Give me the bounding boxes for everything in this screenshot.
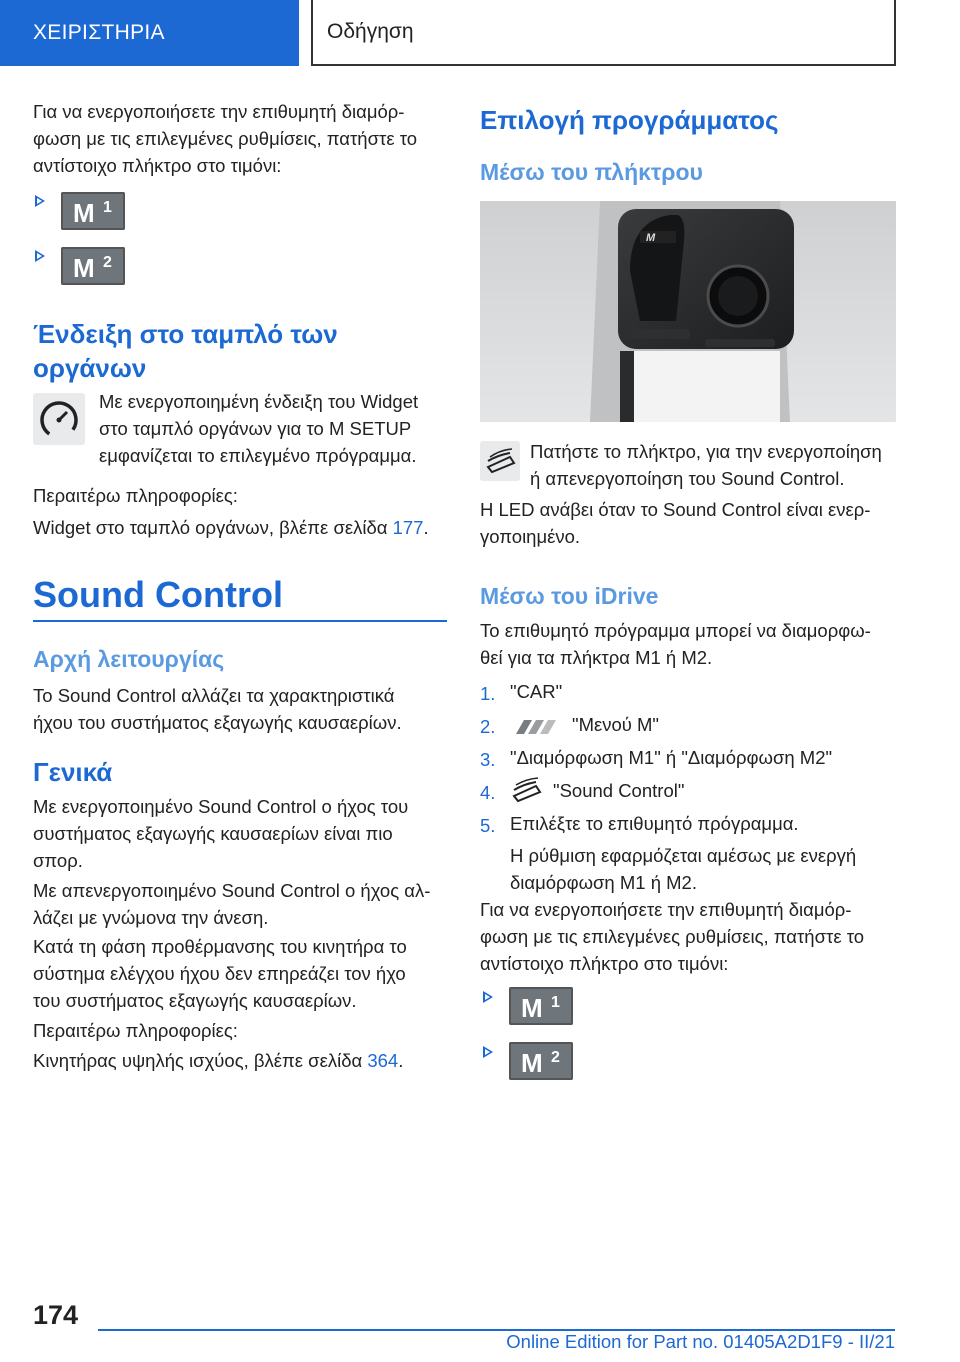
more-info-label-2: Περαιτέρω πληροφορίες: (33, 1020, 238, 1041)
bullet-triangle-icon (35, 195, 45, 207)
svg-text:1: 1 (551, 994, 560, 1011)
svg-text:1: 1 (103, 199, 112, 216)
m1-button-icon (509, 987, 573, 1025)
display-heading: Ένδειξη στο ταμπλό των οργάνων (33, 319, 338, 383)
general-paragraph-1: Με ενεργοποιημένο Sound Control ο ήχος του συστήματος εξαγωγής καυσαερίων είναι πιο σπορ. (33, 796, 409, 871)
page-number: 174 (33, 1300, 79, 1330)
svg-text:M: M (73, 198, 95, 226)
gauge-icon (33, 393, 85, 445)
step-number: 5. (480, 815, 496, 836)
widget-reference: Widget στο ταμπλό οργάνων, βλέπε σελίδα 177. (33, 517, 429, 538)
step-text: Επιλέξτε το επιθυμητό πρόγραμμα. (510, 813, 799, 834)
bullet-triangle-icon (483, 1046, 493, 1058)
bullet-triangle-icon (483, 991, 493, 1003)
title-divider (33, 620, 447, 622)
engine-page-link[interactable]: 364 (367, 1050, 399, 1071)
step-number: 3. (480, 749, 496, 770)
shifter-logo: M (646, 232, 656, 244)
chapter-title: Οδήγηση (327, 20, 414, 43)
press-button-paragraph: Πατήστε το πλήκτρο, για την ενεργοποίηση ή απενεργοποίηση του Sound Control. (530, 441, 882, 489)
idrive-paragraph: Το επιθυμητό πρόγραμμα μπορεί να διαμορφω- θεί για τα πλήκτρα M1 ή M2. (480, 620, 871, 668)
step-text: "Μενού M" (572, 714, 659, 735)
engine-reference: Κινητήρας υψηλής ισχύος, βλέπε σελίδα 364. (33, 1050, 404, 1071)
svg-text:M: M (73, 253, 95, 281)
m-menu-icon (510, 718, 564, 736)
step-number: 4. (480, 782, 496, 803)
m2-button-icon (61, 247, 125, 285)
general-paragraph-2: Με απενεργοποιημένο Sound Control ο ήχος αλ- λάζει με γνώμονα την άνεση. (33, 880, 431, 928)
step-number: 2. (480, 716, 496, 737)
step-number: 1. (480, 683, 496, 704)
step-text: "CAR" (510, 681, 563, 702)
edition-line: Online Edition for Part no. 01405A2D1F9 - II/21 (506, 1331, 895, 1352)
step-text: "Διαμόρφωση M1" ή "Διαμόρφωση M2" (510, 747, 833, 768)
more-info-label: Περαιτέρω πληροφορίες: (33, 485, 238, 506)
svg-text:2: 2 (103, 254, 112, 271)
sound-control-title: Sound Control (33, 574, 283, 615)
led-paragraph: Η LED ανάβει όταν το Sound Control είναι ενερ- γοποιημένο. (480, 499, 871, 547)
svg-text:2: 2 (551, 1049, 560, 1066)
program-selection-heading: Επιλογή προγράμματος (480, 105, 779, 135)
svg-text:M: M (521, 993, 543, 1021)
widget-page-link[interactable]: 177 (392, 517, 424, 538)
display-paragraph: Με ενεργοποιημένη ένδειξη του Widget στο ταμπλό οργάνων για το M SETUP εμφανίζεται το επιλεγμένο πρόγραμμα. (99, 391, 419, 466)
via-idrive-heading: Μέσω του iDrive (480, 583, 659, 609)
principle-paragraph: Το Sound Control αλλάζει τα χαρακτηριστικά ήχου του συστήματος εξαγωγής καυσαερίων. (33, 685, 402, 733)
sound-control-icon (510, 776, 546, 806)
intro-paragraph: Για να ενεργοποιήσετε την επιθυμητή διαμόρ- φωση με τις επιλεγμένες ρυθμίσεις, πατήστε το αντίστοιχο πλήκτρο στο τιμόνι: (33, 101, 418, 176)
sound-control-button-icon (480, 441, 520, 481)
section-tab[interactable] (0, 0, 299, 66)
general-paragraph-3: Κατά τη φάση προθέρμανσης του κινητήρα το σύστημα ελέγχου ήχου δεν επηρεάζει τον ήχο του συστήματος εξαγωγής καυσαερίων. (33, 936, 407, 1011)
step-5-note: Η ρύθμιση εφαρμόζεται αμέσως με ενεργή διαμόρφωση M1 ή M2. (510, 845, 857, 893)
chapter-tab[interactable] (311, 0, 896, 66)
bullet-triangle-icon (35, 250, 45, 262)
via-button-heading: Μέσω του πλήκτρου (480, 159, 703, 185)
m2-button-icon (509, 1042, 573, 1080)
principle-heading: Αρχή λειτουργίας (33, 646, 225, 672)
general-heading: Γενικά (33, 757, 113, 787)
section-title: ΧΕΙΡΙΣΤΗΡΙΑ (33, 21, 165, 44)
svg-text:M: M (521, 1048, 543, 1076)
center-console-photo (480, 201, 896, 422)
m1-button-icon (61, 192, 125, 230)
outro-paragraph: Για να ενεργοποιήσετε την επιθυμητή διαμόρ- φωση με τις επιλεγμένες ρυθμίσεις, πατήστε το αντίστοιχο πλήκτρο στο τιμόνι: (480, 899, 865, 974)
step-text: "Sound Control" (553, 780, 685, 801)
